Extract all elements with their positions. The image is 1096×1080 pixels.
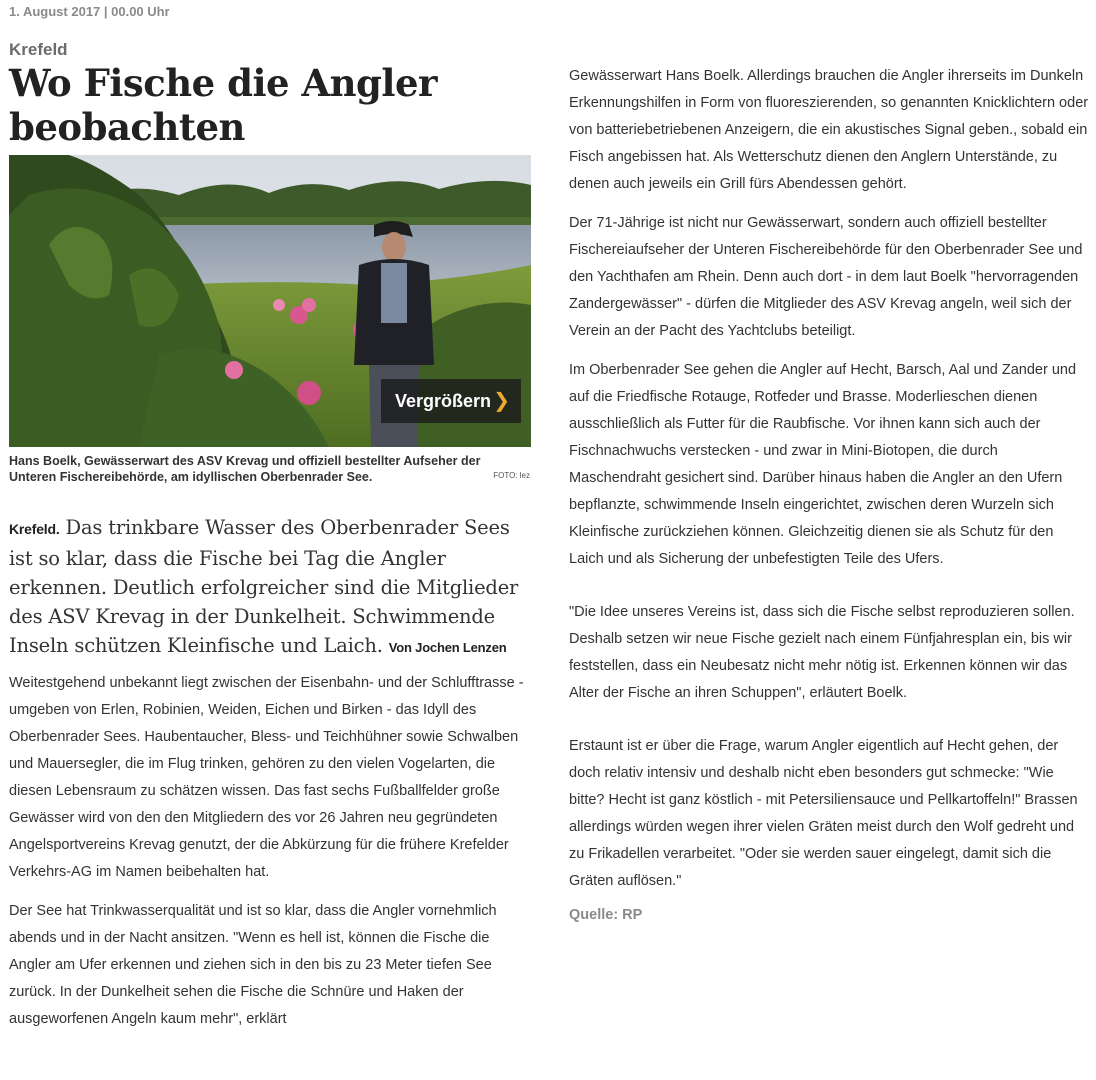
article-kicker: Krefeld: [9, 40, 68, 59]
article-lead: [9, 513, 532, 662]
caption-text: Hans Boelk, Gewässerwart des ASV Krevag und offiziell bestellter Aufseher der Unteren Fischereibehörde, am idyllischen Oberbenrader See.: [9, 454, 481, 484]
enlarge-image-button[interactable]: [381, 379, 521, 423]
body-paragraph: Erstaunt ist er über die Frage, warum Angler eigentlich auf Hecht gehen, der doch relativ intensiv und deshalb nicht eben besonders gut schmecke: "Wie bitte? Hecht ist ganz köstlich - mit Petersiliensauce und Pellkartoffeln!" Brassen allerdings würden wegen ihrer vielen Gräten meist durch den Wolf gedreht und zu Frikadellen verarbeitet. "Oder sie werden sauer eingelegt, damit sich die Gräten auflösen.": [569, 738, 1078, 889]
article-source: Quelle: RP: [569, 907, 643, 923]
body-paragraph: Der 71-Jährige ist nicht nur Gewässerwart, sondern auch offiziell bestellter Fischereiaufseher der Unteren Fischereibehörde für den Oberbenrader See und den Yachthafen am Rhein. Denn auch dort - in dem laut Boelk "hervorragenden Zandergewässer" - dürfen die Mitglieder des ASV Krevag angeln, weil sich der Verein an der Pacht des Yachtclubs beteiligt.: [569, 215, 1083, 339]
body-paragraph: Gewässerwart Hans Boelk. Allerdings brauchen die Angler ihrerseits im Dunkeln Erkennungshilfen in Form von fluoreszierenden, so genannten Knicklichtern oder von batteriebetriebenen Anzeigern, die ein akustisches Signal geben., sobald ein Fisch angebissen hat. Als Wetterschutz dienen den Anglern Unterstände, zu denen auch jeweils ein Grill fürs Abendessen gehört.: [569, 68, 1089, 192]
body-paragraph: Der See hat Trinkwasserqualität und ist so klar, dass die Angler vornehmlich abends und in der Nacht ansitzen. "Wenn es hell ist, können die Fische die Angler am Ufer erkennen und ziehen sich in den bis zu 23 Meter tiefen See zurück. In der Dunkelheit sehen die Fische die Schnüre und Haken der ausgeworfenen Angeln kaum mehr", erklärt: [9, 903, 497, 1027]
author-byline: Von Jochen Lenzen: [388, 640, 507, 655]
chevron-right-icon: ❯: [493, 390, 510, 412]
lead-text: Das trinkbare Wasser des Oberbenrader Sees ist so klar, dass die Fische bei Tag die Angler erkennen. Deutlich erfolgreicher sind die Mitglieder des ASV Krevag in der Dunkelheit. Schwimmende Inseln schützen Kleinfische und Laich.: [9, 516, 519, 657]
paragraph-gap: [569, 719, 1089, 733]
article-date: 1. August 2017 | 00.00 Uhr: [9, 4, 170, 19]
image-caption: [9, 453, 532, 485]
body-paragraph: Im Oberbenrader See gehen die Angler auf Hecht, Barsch, Aal und Zander und auf die Friedfische Rotauge, Rotfeder und Brasse. Moderlieschen dienen ausschließlich als Futter für die Raubfische. Vor ihnen kann sich auch der Fischnachwuchs verstecken - und zwar in Mini-Biotopen, die durch Maschendraht gesichert sind. Darüber hinaus haben die Angler an den Ufern bepflanzte, schwimmende Inseln eingerichtet, zwischen deren Wurzeln sich Kleinfische zurückziehen können. Gleichzeitig dienen sie als Schutz für den Laich und als Sicherung der unbefestigten Teile des Ufers.: [569, 362, 1077, 567]
lead-place: Krefeld.: [9, 521, 60, 537]
enlarge-button-label: Vergrößern: [394, 391, 491, 411]
body-paragraph: "Die Idee unseres Vereins ist, dass sich die Fische selbst reproduzieren sollen. Deshalb setzen wir neue Fische gezielt nach einem Fünfjahresplan ein, bis wir feststellen, dass ein Neubesatz nicht mehr nötig ist. Erkennen können wir das Alter der Fische an ihren Schuppen", erläutert Boelk.: [569, 604, 1075, 701]
photo-credit: FOTO: lez: [493, 471, 530, 480]
body-paragraph: Weitestgehend unbekannt liegt zwischen der Eisenbahn- und der Schlufftrasse - umgeben von Erlen, Robinien, Weiden, Eichen und Birken - das Idyll des Oberbenrader Sees. Haubentaucher, Bless- und Teichhühner sowie Schwalben und Mauersegler, die im Flug trinken, gehören zu den vielen Vogelarten, die diesen Lebensraum zu schätzen wissen. Das fast sechs Fußballfelder große Gewässer wird von den den Mitgliedern des vor 26 Jahren neu gegründeten Angelsportvereins Krevag genutzt, der die Abkürzung für die frühere Krefelder Verkehrs-AG im Namen beibehalten hat.: [9, 675, 524, 880]
article-photo[interactable]: [9, 155, 531, 447]
article-headline: Wo Fische die Angler beobachten: [9, 61, 438, 149]
paragraph-gap: [569, 585, 1089, 599]
right-column: [569, 63, 1089, 923]
left-column: [9, 0, 532, 1045]
